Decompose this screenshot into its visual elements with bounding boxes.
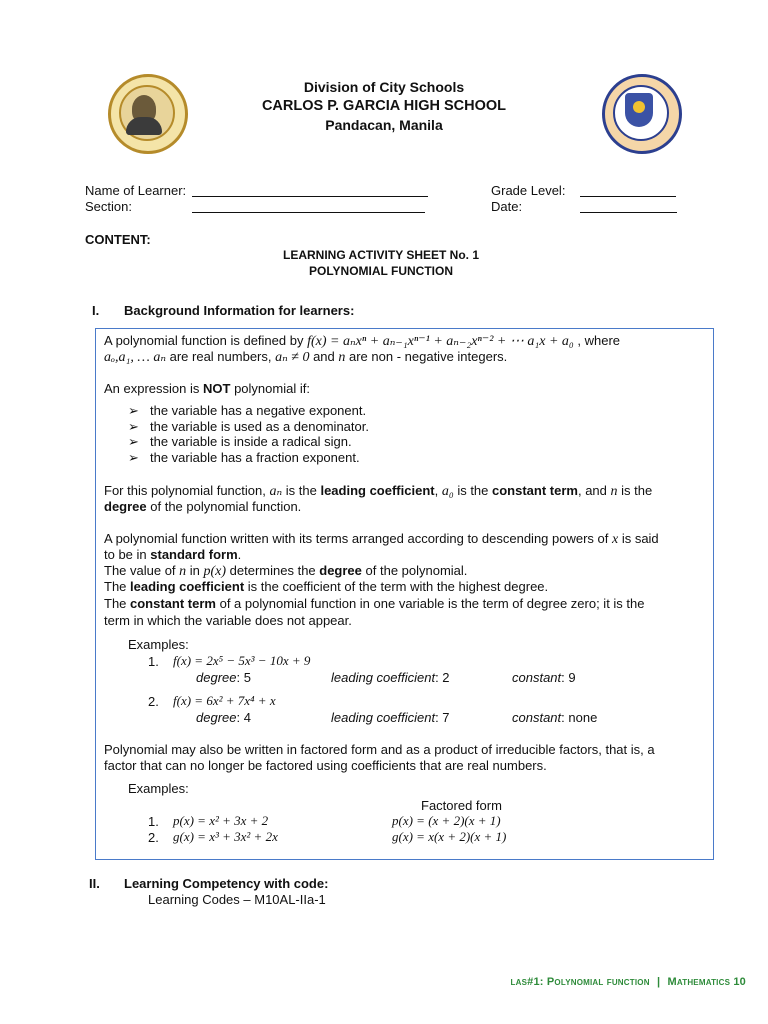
example-2-leading-coefficient: leading coefficient: 7 xyxy=(331,710,450,725)
factor-example-1-number: 1. xyxy=(148,814,159,829)
examples-label: Examples: xyxy=(128,637,189,652)
school-location: Pandacan, Manila xyxy=(325,117,443,133)
example-2-number: 2. xyxy=(148,694,159,709)
factor-example-2-factored: g(x) = x(x + 2)(x + 1) xyxy=(392,829,507,844)
standard-form-line-1: A polynomial function written with its terms arranged according to descending powers of x is said xyxy=(104,531,659,547)
page-footer xyxy=(511,976,746,988)
list-item: ➢ the variable has a negative exponent. xyxy=(128,403,367,418)
sheet-title: LEARNING ACTIVITY SHEET No. 1 xyxy=(282,248,480,262)
terms-paragraph-line-2: degree of the polynomial function. xyxy=(104,499,302,514)
example-1-degree: degree: 5 xyxy=(196,670,251,685)
factor-example-2-number: 2. xyxy=(148,830,159,845)
arrow-bullet-icon: ➢ xyxy=(128,403,139,418)
school-name: CARLOS P. GARCIA HIGH SCHOOL xyxy=(261,98,507,114)
constant-term-sentence-line-1: The constant term of a polynomial function in one variable is the term of degree zero; it is the xyxy=(104,596,645,611)
school-header xyxy=(0,78,768,135)
name-blank[interactable] xyxy=(192,184,428,197)
section-label: Section: xyxy=(85,199,132,214)
definition-line-1: A polynomial function is defined by f(x) = aₙxⁿ + aₙ₋₁xⁿ⁻¹ + aₙ₋₂xⁿ⁻² + ⋯ a₁x + a₀ , where xyxy=(104,333,621,349)
example-1-number: 1. xyxy=(148,654,159,669)
arrow-bullet-icon: ➢ xyxy=(128,449,139,465)
content-label: CONTENT: xyxy=(85,232,151,247)
section-2-number: II. xyxy=(89,876,100,891)
factor-example-1-factored: p(x) = (x + 2)(x + 1) xyxy=(392,813,501,828)
date-blank[interactable] xyxy=(580,200,677,213)
factored-form-paragraph-line-2: factor that can no longer be factored using coefficients that are real numbers. xyxy=(104,758,547,773)
bullet-list xyxy=(128,403,369,465)
constant-term-sentence-line-2: term in which the variable does not appear. xyxy=(104,613,352,628)
grade-level-blank[interactable] xyxy=(580,184,676,197)
not-polynomial-heading: An expression is NOT polynomial if: xyxy=(104,381,310,396)
footer-separator: | xyxy=(656,976,661,988)
example-2-formula: f(x) = 6x² + 7x⁴ + x xyxy=(173,693,276,708)
section-1-title: Background Information for learners: xyxy=(124,303,355,318)
section-2-title: Learning Competency with code: xyxy=(124,876,329,891)
standard-form-line-2: to be in standard form. xyxy=(104,547,242,562)
footer-subject: Mathematics 10 xyxy=(667,976,746,988)
factored-form-paragraph-line-1: Polynomial may also be written in factored form and as a product of irreducible factors, that is, a xyxy=(104,742,655,757)
list-item: ➢ the variable is used as a denominator. xyxy=(128,418,369,434)
arrow-bullet-icon: ➢ xyxy=(128,434,139,449)
terms-paragraph-line-1: For this polynomial function, aₙ is the leading coefficient, a₀ is the constant term, and n is the xyxy=(104,483,653,499)
section-1-number: I. xyxy=(92,303,100,318)
sheet-subtitle: POLYNOMIAL FUNCTION xyxy=(308,264,453,278)
factored-form-header: Factored form xyxy=(421,798,502,813)
example-2-constant: constant: none xyxy=(512,710,598,725)
learning-code: Learning Codes – M10AL-IIa-1 xyxy=(148,892,326,907)
definition-line-2: aₒ,a₁, … aₙ are real numbers, aₙ ≠ 0 and n are non - negative integers. xyxy=(104,349,508,365)
division-name: Division of City Schools xyxy=(303,79,465,95)
degree-sentence: The value of n in p(x) determines the degree of the polynomial. xyxy=(104,563,468,579)
grade-level-label: Grade Level: xyxy=(491,183,566,198)
arrow-bullet-icon: ➢ xyxy=(128,418,139,434)
leading-coefficient-sentence: The leading coefficient is the coefficient of the term with the highest degree. xyxy=(104,579,549,594)
example-2-degree: degree: 4 xyxy=(196,710,251,725)
examples-2-label: Examples: xyxy=(128,781,189,796)
date-label: Date: xyxy=(491,199,523,214)
factor-example-1-formula: p(x) = x² + 3x + 2 xyxy=(173,813,269,828)
example-1-leading-coefficient: leading coefficient: 2 xyxy=(331,670,450,685)
example-1-formula: f(x) = 2x⁵ − 5x³ − 10x + 9 xyxy=(173,653,311,668)
list-item: ➢ the variable is inside a radical sign. xyxy=(128,434,352,449)
factor-example-2-formula: g(x) = x³ + 3x² + 2x xyxy=(173,829,278,844)
section-blank[interactable] xyxy=(192,200,425,213)
polynomial-definition-formula: f(x) = aₙxⁿ + aₙ₋₁xⁿ⁻¹ + aₙ₋₂xⁿ⁻² + ⋯ a₁x + a₀ xyxy=(307,334,574,349)
name-label: Name of Learner: xyxy=(85,183,187,198)
footer-sheet-name: las#1: Polynomial function xyxy=(510,976,650,988)
example-1-constant: constant: 9 xyxy=(512,670,576,685)
list-item: ➢ the variable has a fraction exponent. xyxy=(128,449,360,465)
